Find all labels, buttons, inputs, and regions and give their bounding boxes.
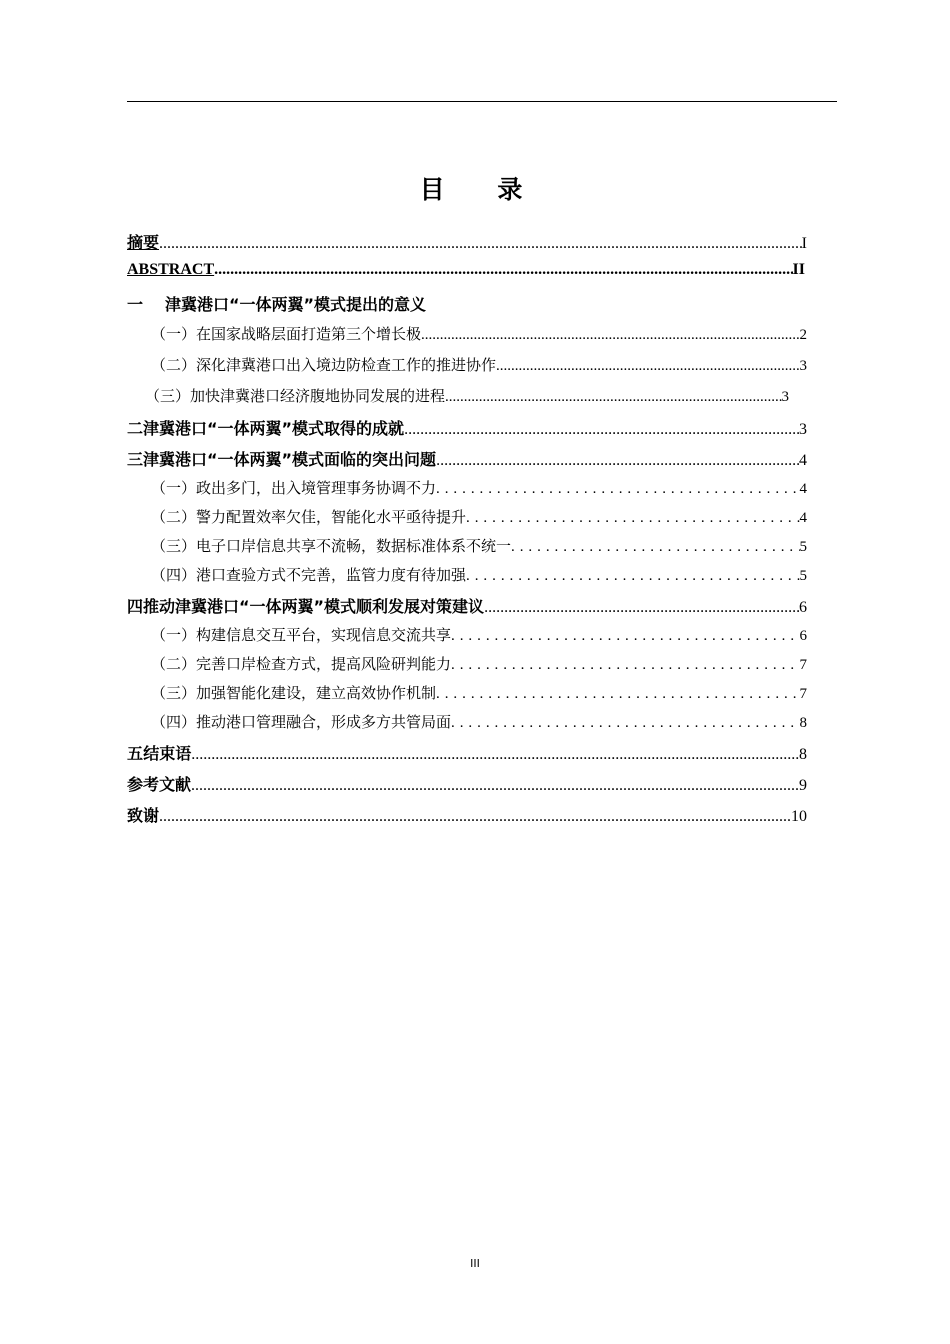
toc-section-number: （二） <box>151 356 197 374</box>
toc-page-number: 3 <box>799 421 807 438</box>
toc-leader-dots <box>159 235 802 253</box>
toc-leader-dots <box>466 568 799 585</box>
toc-leader-dots <box>436 452 799 470</box>
toc-leader-dots <box>496 358 799 375</box>
toc-page-number: 4 <box>799 481 807 497</box>
toc-entry-label: 津冀港口“一体两翼”模式取得的成就 <box>143 419 405 438</box>
toc-entry-label: 完善口岸检查方式，提高风险研判能力 <box>196 655 452 673</box>
toc-entry-3-3[interactable] <box>151 535 807 561</box>
toc-leader-dots <box>404 421 799 439</box>
toc-entry-abstract-en[interactable] <box>127 261 805 287</box>
toc-page-number: 2 <box>799 327 807 343</box>
toc-entry-3-2[interactable] <box>151 506 807 532</box>
toc-entry-label: 摘要 <box>127 233 160 252</box>
toc-section-number: （一） <box>151 325 197 343</box>
toc-entry-label: 港口查验方式不完善，监管力度有待加强 <box>196 566 467 584</box>
toc-section-number: （四） <box>151 713 197 731</box>
toc-entry-label: 推动港口管理融合，形成多方共管局面 <box>196 713 452 731</box>
toc-entry-chapter-5[interactable] <box>127 741 807 767</box>
toc-leader-dots <box>421 327 799 344</box>
toc-section-number: （一） <box>151 626 197 644</box>
toc-chapter-number: 三 <box>127 450 144 469</box>
toc-entry-label: ABSTRACT <box>127 261 215 278</box>
toc-entry-acknowledgements[interactable] <box>127 803 807 829</box>
toc-page-number: 4 <box>799 452 807 469</box>
toc-page-number: I <box>801 235 807 252</box>
toc-section-number: （三） <box>151 684 197 702</box>
toc-entry-1-2[interactable] <box>151 354 807 380</box>
toc-leader-dots <box>511 539 799 556</box>
toc-page-number: 3 <box>799 358 807 374</box>
toc-page-number: 8 <box>799 746 807 763</box>
toc-entry-label: 推动津冀港口“一体两翼”模式顺利发展对策建议 <box>143 597 485 616</box>
toc-entry-label: 政出多门，出入境管理事务协调不力 <box>196 479 437 497</box>
toc-leader-dots <box>191 746 799 764</box>
toc-page-number: 5 <box>799 539 807 555</box>
page-number-footer: III <box>470 1257 480 1270</box>
toc-page-number: 10 <box>791 808 807 825</box>
toc-entry-label: 加强智能化建设，建立高效协作机制 <box>196 684 437 702</box>
toc-leader-dots <box>484 599 799 617</box>
toc-entry-label: 参考文献 <box>127 775 192 794</box>
toc-leader-dots <box>451 715 799 732</box>
toc-entry-3-1[interactable] <box>151 477 807 503</box>
toc-page-number: 5 <box>799 568 807 584</box>
toc-entry-1-3[interactable] <box>145 385 789 411</box>
toc-entry-label: 警力配置效率欠佳，智能化水平亟待提升 <box>196 508 467 526</box>
toc-chapter-number: 四 <box>127 597 144 616</box>
toc-entry-label: 构建信息交互平台，实现信息交流共享 <box>196 626 452 644</box>
toc-title: 目 录 <box>419 175 545 204</box>
toc-section-number: （二） <box>151 508 197 526</box>
toc-page-number: 6 <box>799 599 807 616</box>
toc-leader-dots <box>436 686 799 703</box>
toc-page-number: 6 <box>799 628 807 644</box>
toc-entry-label: 在国家战略层面打造第三个增长极 <box>196 325 422 343</box>
toc-entry-label: 加快津冀港口经济腹地协同发展的进程 <box>190 387 446 405</box>
toc-section-number: （三） <box>145 387 191 405</box>
toc-entry-label: 电子口岸信息共享不流畅，数据标准体系不统一 <box>196 537 512 555</box>
toc-chapter-number: 二 <box>127 419 144 438</box>
toc-entry-4-4[interactable] <box>151 711 807 737</box>
toc-entry-label: 津冀港口“一体两翼”模式面临的突出问题 <box>143 450 437 469</box>
toc-entry-label: 致谢 <box>127 806 160 825</box>
toc-leader-dots <box>191 777 799 795</box>
toc-leader-dots <box>436 481 799 498</box>
toc-leader-dots <box>214 261 792 279</box>
toc-entry-abstract-cn[interactable] <box>127 230 807 256</box>
toc-entry-1-1[interactable] <box>151 323 807 349</box>
toc-entry-4-3[interactable] <box>151 682 807 708</box>
toc-section-number: （一） <box>151 479 197 497</box>
toc-page-number: 3 <box>781 389 789 405</box>
toc-page-number: 4 <box>799 510 807 526</box>
toc-leader-dots <box>451 657 799 674</box>
header-rule <box>127 101 837 102</box>
toc-page-number: 7 <box>799 657 807 673</box>
toc-page-number: 8 <box>799 715 807 731</box>
toc-section-number: （二） <box>151 655 197 673</box>
toc-page-number: 7 <box>799 686 807 702</box>
toc-entry-4-1[interactable] <box>151 624 807 650</box>
toc-entry-chapter-1[interactable] <box>127 292 426 318</box>
toc-chapter-number: 五 <box>127 744 144 763</box>
toc-entry-label: 津冀港口“一体两翼”模式提出的意义 <box>165 295 427 314</box>
toc-page-number: II <box>792 261 805 278</box>
toc-leader-dots <box>159 808 791 826</box>
toc-leader-dots <box>445 389 781 406</box>
toc-entry-label: 深化津冀港口出入境边防检查工作的推进协作 <box>196 356 497 374</box>
toc-entry-chapter-3[interactable] <box>127 447 807 473</box>
toc-leader-dots <box>466 510 799 527</box>
toc-page-number: 9 <box>799 777 807 794</box>
toc-entry-3-4[interactable] <box>151 564 807 590</box>
toc-leader-dots <box>451 628 799 645</box>
toc-entry-chapter-4[interactable] <box>127 594 807 620</box>
toc-entry-references[interactable] <box>127 772 807 798</box>
toc-entry-label: 结束语 <box>143 744 192 763</box>
toc-entry-chapter-2[interactable] <box>127 416 807 442</box>
toc-entry-4-2[interactable] <box>151 653 807 679</box>
toc-section-number: （三） <box>151 537 197 555</box>
toc-chapter-number: 一 <box>127 295 144 314</box>
toc-section-number: （四） <box>151 566 197 584</box>
